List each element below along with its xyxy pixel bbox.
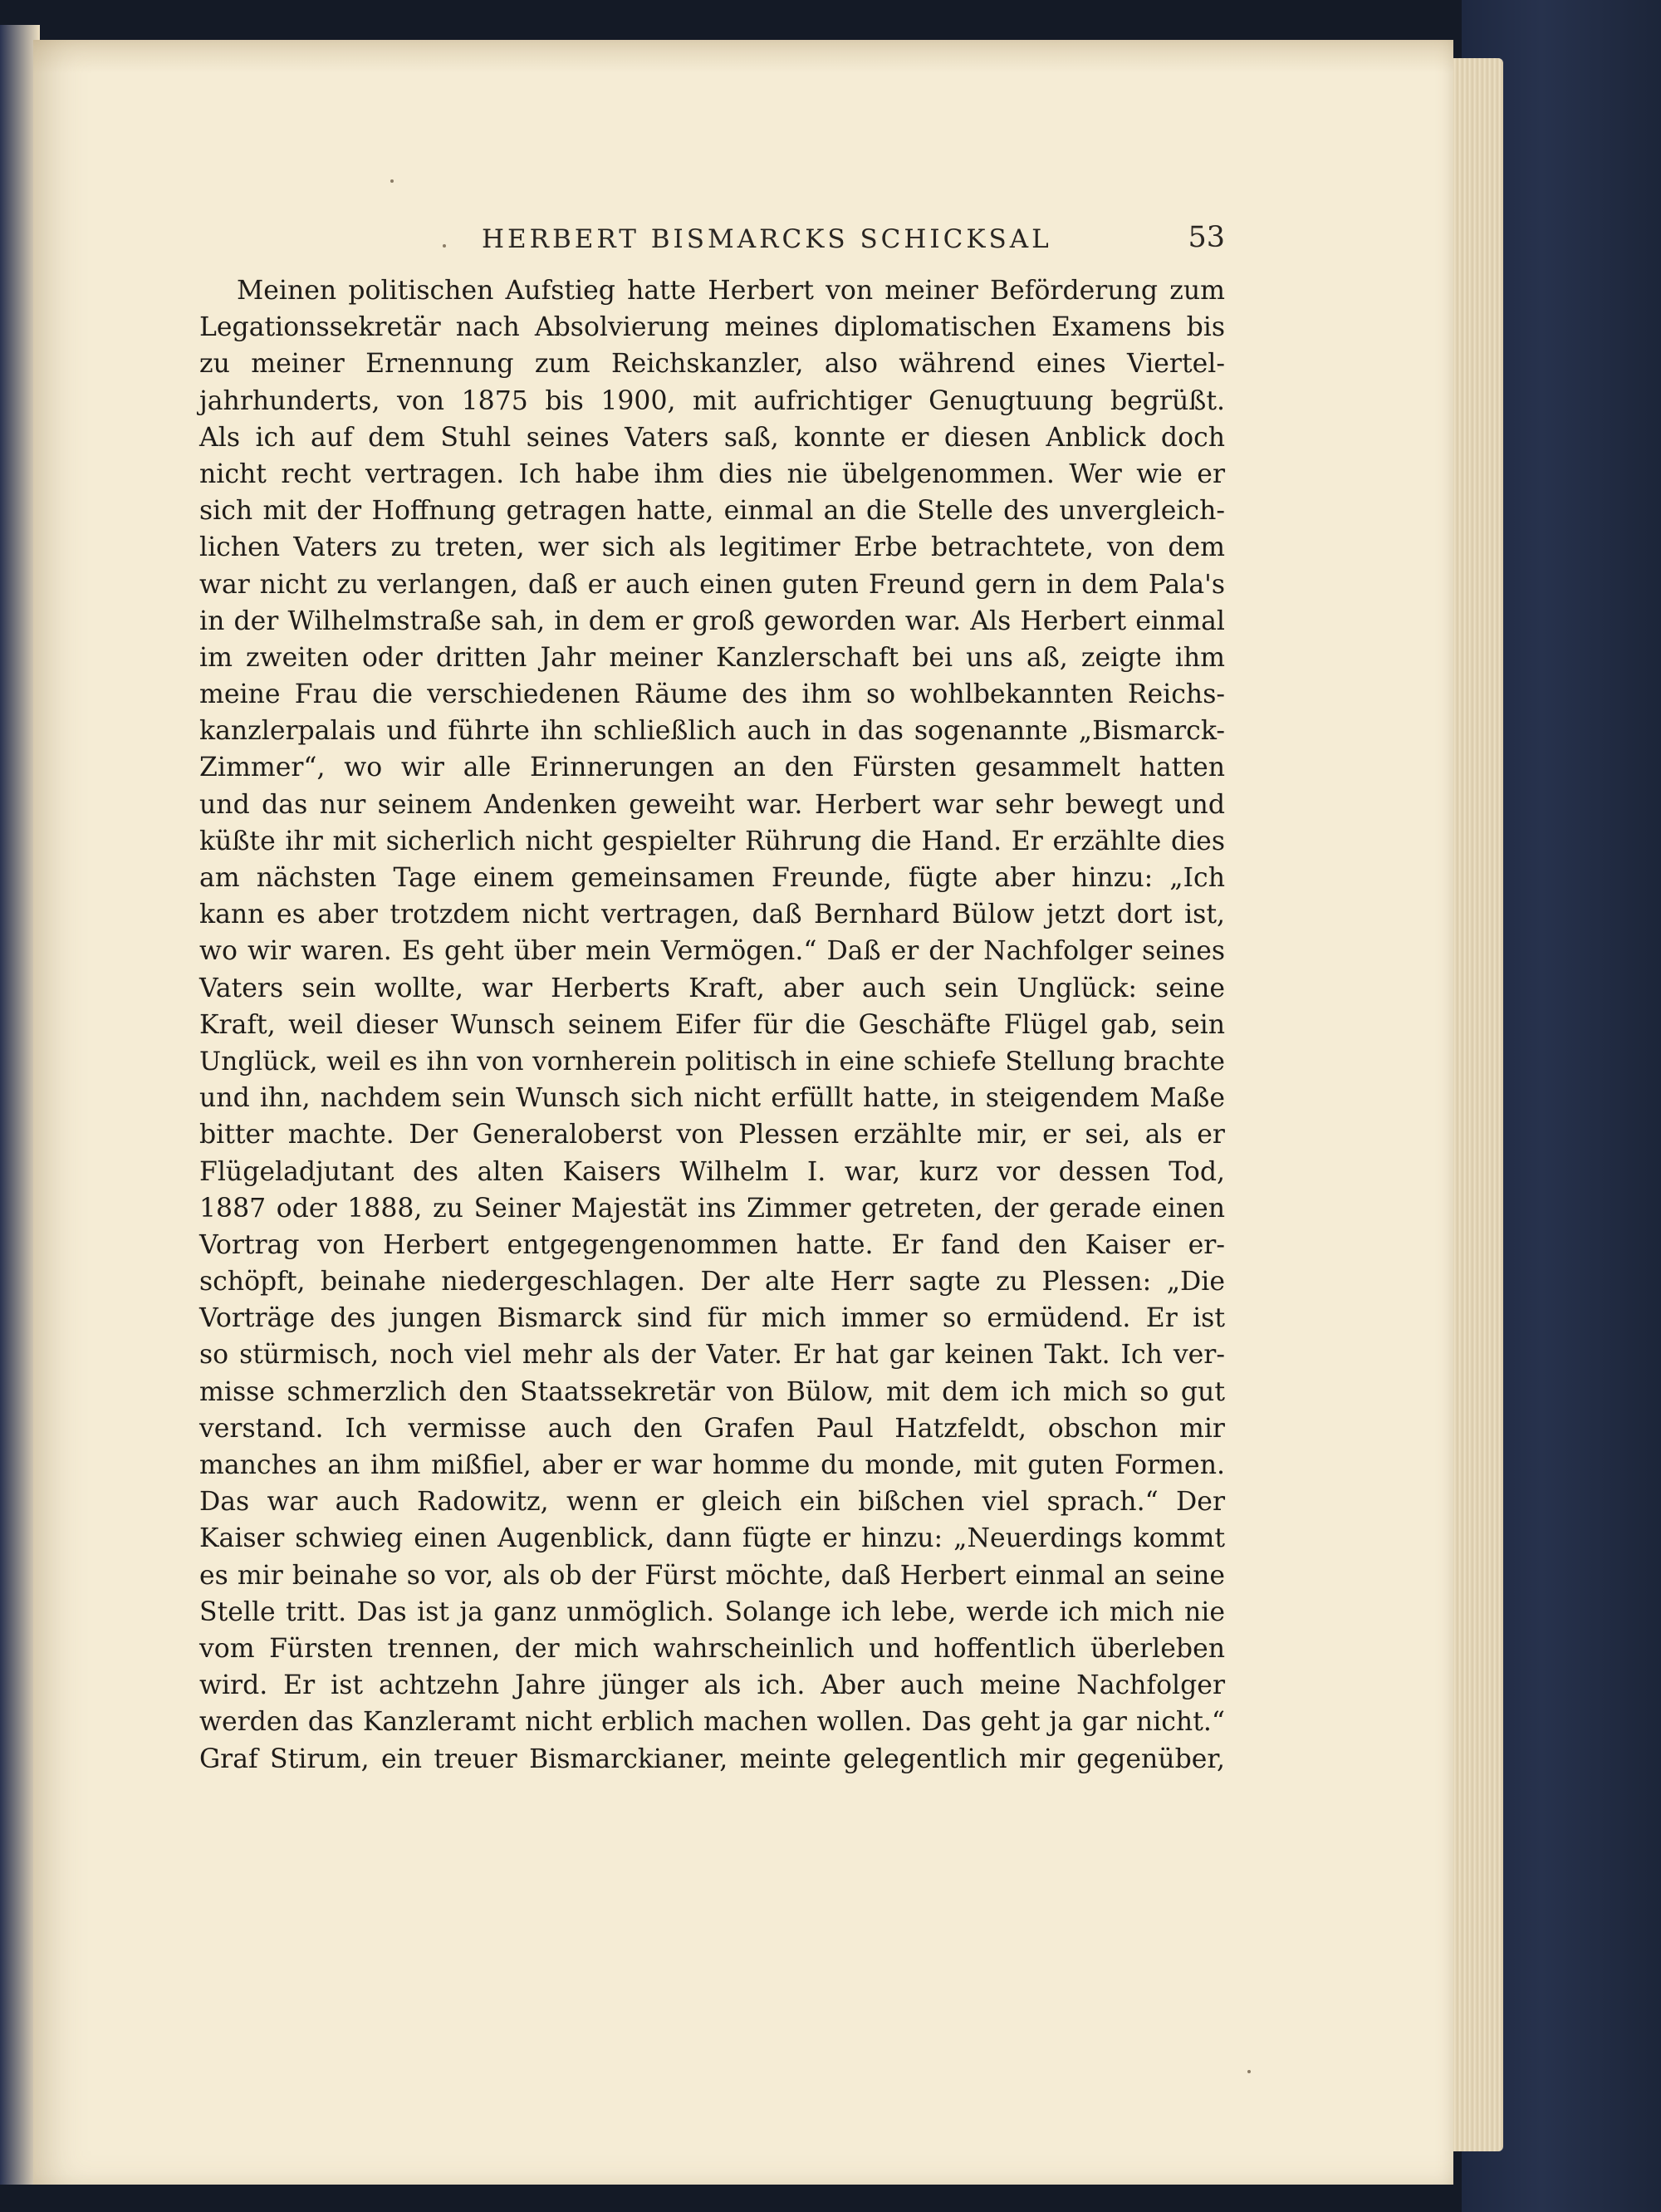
page-block-edges — [1445, 58, 1503, 2151]
running-head — [208, 221, 1225, 264]
paper-speck — [443, 244, 446, 248]
text-line: küßte ihr mit sicherlich nicht gespielter Rührung die Hand. Er erzählte dies — [199, 826, 1225, 856]
text-line: misse schmerzlich den Staatssekretär von Bülow, mit dem ich mich so gut — [199, 1376, 1225, 1407]
text-line: Zimmer“, wo wir alle Erinnerungen an den Fürsten gesammelt hatten — [199, 753, 1225, 783]
text-line: kann es aber trotzdem nicht vertragen, daß Bernhard Bülow jetzt dort ist, — [199, 900, 1225, 930]
text-line: Unglück, weil es ihn von vornherein politisch in eine schiefe Stellung brachte — [199, 1046, 1225, 1077]
text-line: bitter machte. Der Generaloberst von Plessen erzählte mir, er sei, als er — [199, 1120, 1225, 1150]
text-line: und das nur seinem Andenken geweiht war. Herbert war sehr bewegt und — [199, 789, 1225, 820]
page-number: 53 — [1188, 221, 1225, 254]
text-line: wird. Er ist achtzehn Jahre jünger als ich. Aber auch meine Nachfolger — [199, 1670, 1225, 1701]
paper-speck — [1247, 2070, 1251, 2073]
text-line: wo wir waren. Es geht über mein Vermögen.“ Daß er der Nachfolger seines — [199, 936, 1225, 967]
text-line: sich mit der Hoffnung getragen hatte, einmal an die Stelle des unvergleich- — [199, 496, 1225, 527]
body-text — [199, 272, 1225, 1778]
text-line: Kaiser schwieg einen Augenblick, dann fügte er hinzu: „Neuerdings kommt — [199, 1523, 1225, 1554]
text-line: jahrhunderts, von 1875 bis 1900, mit aufrichtiger Genugtuung begrüßt. — [199, 385, 1225, 416]
text-line: lichen Vaters zu treten, wer sich als legitimer Erbe betrachtete, von dem — [199, 532, 1225, 563]
text-line: werden das Kanzleramt nicht erblich machen wollen. Das geht ja gar nicht.“ — [199, 1707, 1225, 1738]
text-line: verstand. Ich vermisse auch den Grafen Paul Hatzfeldt, obschon mir — [199, 1413, 1225, 1444]
text-line: im zweiten oder dritten Jahr meiner Kanzlerschaft bei uns aß, zeigte ihm — [199, 642, 1225, 673]
text-line: es mir beinahe so vor, als ob der Fürst möchte, daß Herbert einmal an seine — [199, 1560, 1225, 1591]
text-line: Vorträge des jungen Bismarck sind für mich immer so ermüdend. Er ist — [199, 1303, 1225, 1334]
text-line: nicht recht vertragen. Ich habe ihm dies nie übelgenommen. Wer wie er — [199, 459, 1225, 489]
text-line: Stelle tritt. Das ist ja ganz unmöglich. Solange ich lebe, werde ich mich nie — [199, 1596, 1225, 1627]
text-line: Vaters sein wollte, war Herberts Kraft, aber auch sein Unglück: seine — [199, 973, 1225, 1003]
text-line: schöpft, beinahe niedergeschlagen. Der alte Herr sagte zu Plessen: „Die — [199, 1267, 1225, 1297]
text-line: zu meiner Ernennung zum Reichskanzler, also während eines Viertel- — [199, 349, 1225, 380]
text-line: Legationssekretär nach Absolvierung meines diplomatischen Examens bis — [199, 312, 1225, 343]
running-head-title: HERBERT BISMARCKS SCHICKSAL — [482, 224, 1052, 254]
text-line: am nächsten Tage einem gemeinsamen Freunde, fügte aber hinzu: „Ich — [199, 863, 1225, 893]
text-line: kanzlerpalais und führte ihn schließlich auch in das sogenannte „Bismarck- — [199, 716, 1225, 747]
text-line: Kraft, weil dieser Wunsch seinem Eifer für die Geschäfte Flügel gab, sein — [199, 1009, 1225, 1040]
text-line: vom Fürsten trennen, der mich wahrscheinlich und hoffentlich überleben — [199, 1633, 1225, 1664]
text-line: Graf Stirum, ein treuer Bismarckianer, meinte gelegentlich mir gegenüber, — [199, 1744, 1225, 1774]
paper-speck — [390, 179, 394, 183]
text-line: war nicht zu verlangen, daß er auch einen guten Freund gern in dem Pala's — [199, 569, 1225, 600]
text-line: Meinen politischen Aufstieg hatte Herbert von meiner Beförderung zum — [237, 276, 1225, 306]
text-line: 1887 oder 1888, zu Seiner Majestät ins Zimmer getreten, der gerade einen — [199, 1193, 1225, 1224]
text-line: Vortrag von Herbert entgegengenommen hatte. Er fand den Kaiser er- — [199, 1229, 1225, 1260]
text-line: in der Wilhelmstraße sah, in dem er groß geworden war. Als Herbert einmal — [199, 606, 1225, 636]
text-line: Das war auch Radowitz, wenn er gleich ein bißchen viel sprach.“ Der — [199, 1487, 1225, 1518]
text-line: meine Frau die verschiedenen Räume des ihm so wohlbekannten Reichs- — [199, 679, 1225, 710]
text-line: so stürmisch, noch viel mehr als der Vater. Er hat gar keinen Takt. Ich ver- — [199, 1340, 1225, 1371]
text-line: Als ich auf dem Stuhl seines Vaters saß, konnte er diesen Anblick doch — [199, 422, 1225, 453]
page-shading — [33, 40, 1453, 73]
text-line: manches an ihm mißfiel, aber er war homme du monde, mit guten Formen. — [199, 1450, 1225, 1480]
text-line: Flügeladjutant des alten Kaisers Wilhelm I. war, kurz vor dessen Tod, — [199, 1156, 1225, 1187]
text-line: und ihn, nachdem sein Wunsch sich nicht erfüllt hatte, in steigendem Maße — [199, 1083, 1225, 1114]
